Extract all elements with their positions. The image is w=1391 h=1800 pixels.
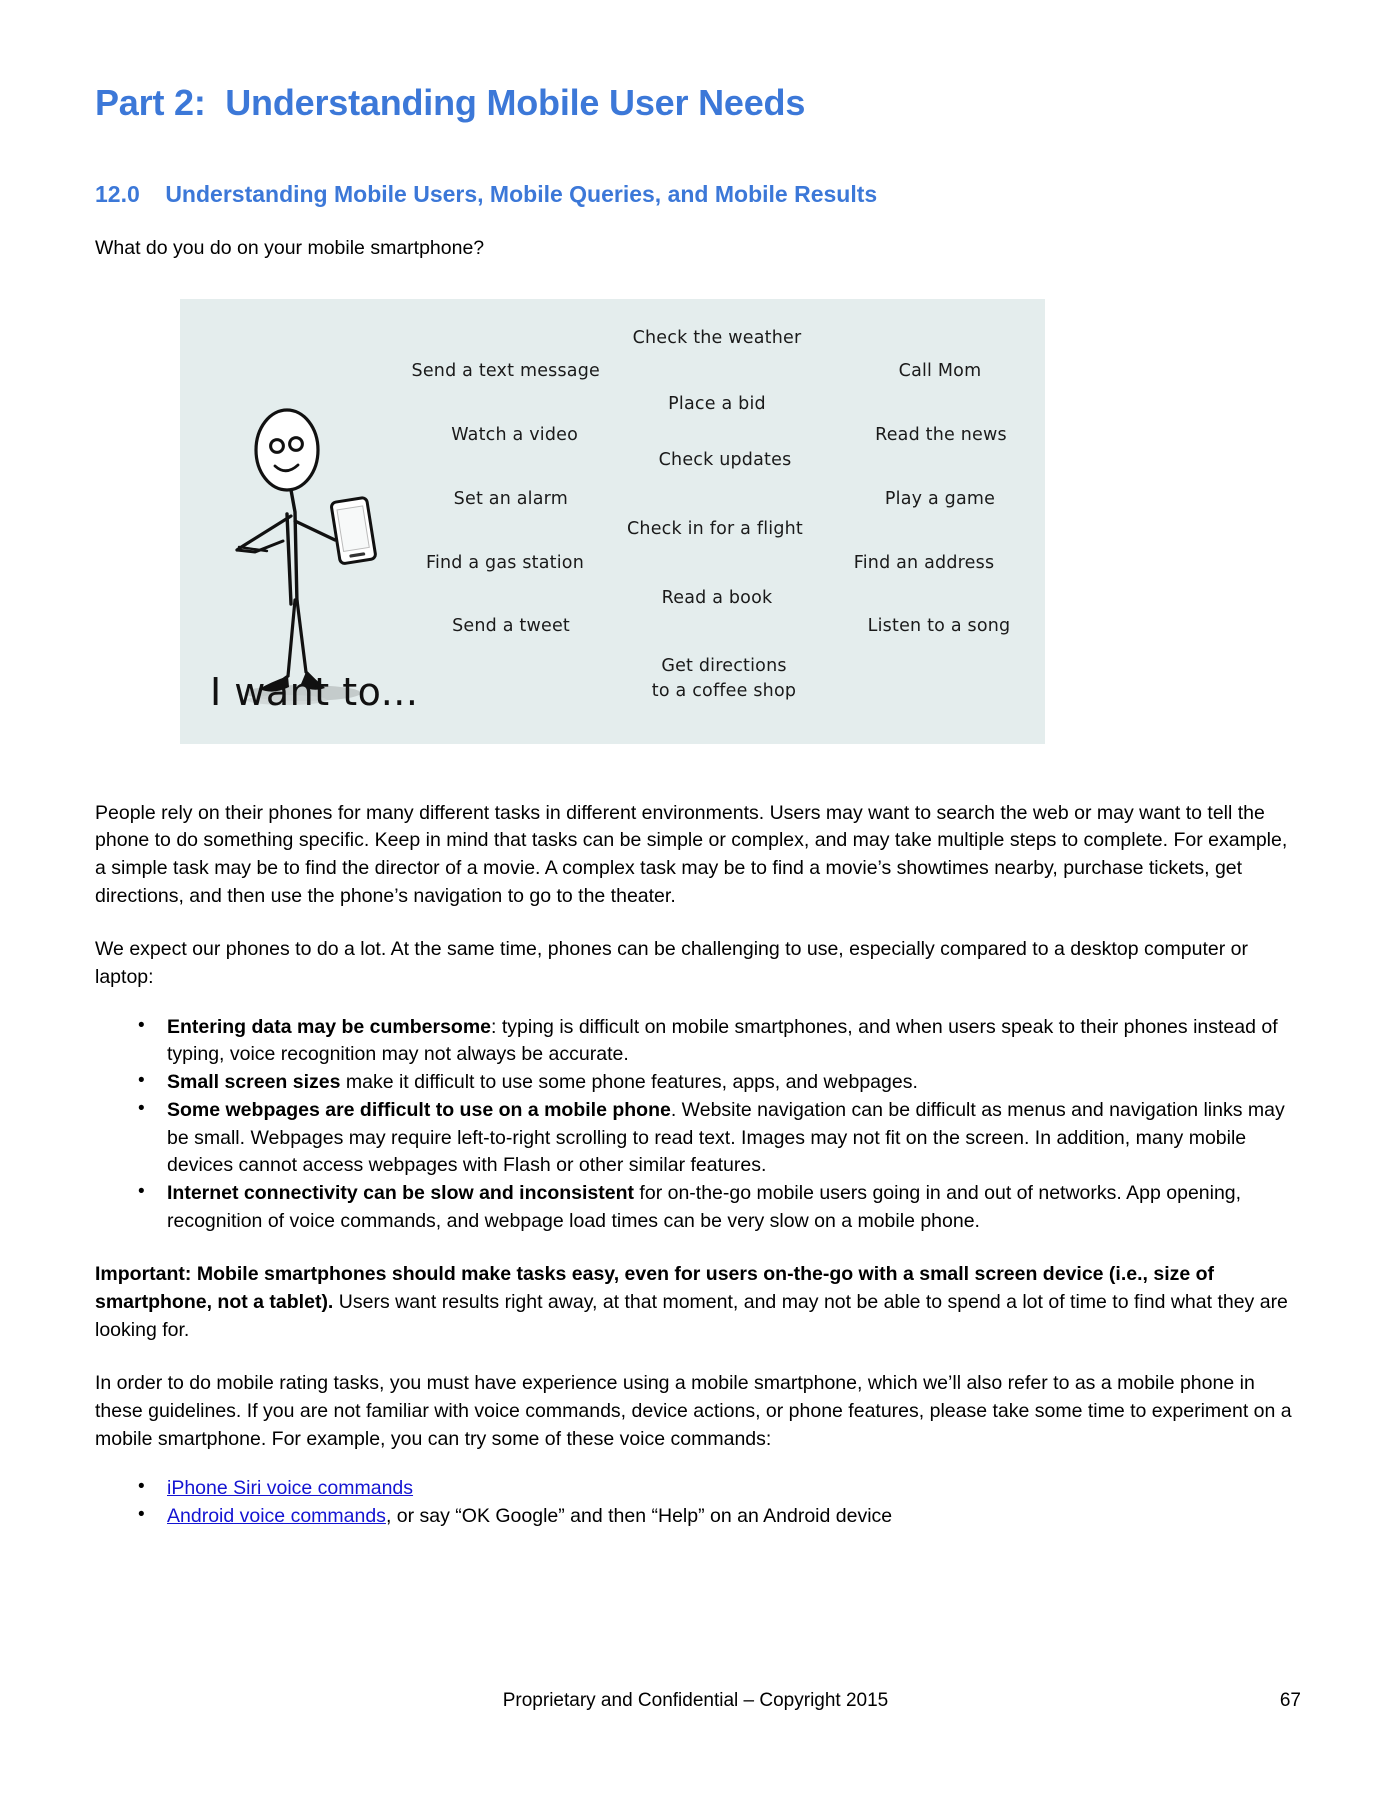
figure-label-center-5: Get directions	[661, 655, 787, 676]
list-item	[95, 1069, 1300, 1097]
stick-figure-illustration	[225, 404, 400, 709]
voice-command-links-list	[95, 1475, 1300, 1530]
paragraph-phone-challenges-intro: We expect our phones to do a lot. At the same time, phones can be challenging to use, especially compared to a desktop computer or laptop:	[95, 938, 1248, 989]
list-item	[95, 1180, 1300, 1235]
important-note-rest: Users want results right away, at that moment, and may not be able to spend a lot of time to find what they are looking for.	[95, 1290, 1288, 1341]
footer-copyright: Proprietary and Confidential – Copyright 2015	[502, 1690, 889, 1711]
figure-label-center-2: Check updates	[658, 449, 792, 470]
challenge-rest-2: . Website navigation can be difficult as menus and navigation links may be small. Webpages may require left-to-right scrolling to read text. Images may not fit on the screen. In addition, many mobile devices cannot access webpages with Flash or other similar features.	[167, 1098, 1285, 1177]
figure-label-center-1: Place a bid	[668, 393, 766, 414]
challenge-bold-0: Entering data may be cumbersome	[167, 1015, 492, 1038]
challenge-bold-3: Internet connectivity can be slow and inconsistent	[167, 1181, 635, 1204]
challenge-bold-1: Small screen sizes	[167, 1071, 341, 1094]
link-iphone-siri-voice-commands[interactable]: iPhone Siri voice commands	[167, 1477, 414, 1500]
link-android-voice-commands[interactable]: Android voice commands	[167, 1505, 386, 1528]
figure-label-right-2: Play a game	[884, 488, 996, 509]
figure-label-right-0: Call Mom	[898, 360, 982, 381]
list-item	[95, 1475, 1300, 1503]
challenge-rest-1: make it difficult to use some phone features, apps, and webpages.	[340, 1071, 918, 1094]
figure-container	[180, 299, 1300, 744]
figure-label-right-4: Listen to a song	[867, 615, 1011, 636]
challenge-rest-0: : typing is difficult on mobile smartphones, and when users speak to their phones instead of typing, voice recognition may not always be accurate.	[167, 1015, 1278, 1066]
intro-question: What do you do on your mobile smartphone?	[95, 236, 485, 259]
footer-page-number: 67	[1279, 1690, 1301, 1711]
list-item	[95, 1014, 1300, 1069]
figure-label-left-1: Watch a video	[451, 424, 578, 445]
list-item	[95, 1097, 1300, 1180]
figure-label-center-4: Read a book	[661, 587, 773, 608]
important-note	[95, 1261, 1300, 1344]
important-note-bold: Important: Mobile smartphones should make tasks easy, even for users on-the-go with a small screen device (i.e., size of smartphone, not a tablet).	[95, 1263, 1215, 1313]
page-content	[95, 0, 1300, 1531]
figure-label-left-0: Send a text message	[411, 360, 600, 381]
challenges-list	[95, 1014, 1300, 1236]
link-trailing-text-1: , or say “OK Google” and then “Help” on an Android device	[385, 1505, 893, 1528]
figure-label-center-0: Check the weather	[632, 327, 802, 348]
list-item	[95, 1503, 1300, 1531]
section-heading: 12.0 Understanding Mobile Users, Mobile Queries, and Mobile Results	[95, 181, 878, 208]
mobile-tasks-figure	[180, 299, 1045, 744]
page-title: Part 2: Understanding Mobile User Needs	[95, 82, 806, 123]
figure-caption-i-want-to: I want to...	[210, 669, 419, 714]
figure-label-left-2: Set an alarm	[453, 488, 568, 509]
page-footer	[0, 1690, 1391, 1730]
challenge-rest-3: for on-the-go mobile users going in and out of networks. App opening, recognition of voice commands, and webpage load times can be very slow on a mobile phone.	[167, 1181, 1242, 1232]
figure-label-center-3: Check in for a flight	[627, 518, 803, 539]
figure-label-right-3: Find an address	[853, 552, 995, 573]
figure-label-left-4: Send a tweet	[452, 615, 570, 636]
figure-label-left-3: Find a gas station	[425, 552, 584, 573]
paragraph-voice-commands-intro: In order to do mobile rating tasks, you must have experience using a mobile smartphone, which we’ll also refer to as a mobile phone in these guidelines. If you are not familiar with voice commands, device actions, or phone features, please take some time to experiment on a mobile smartphone. For example, you can try some of these voice commands:	[95, 1372, 1292, 1450]
figure-label-right-1: Read the news	[875, 424, 1007, 445]
paragraph-tasks-environments: People rely on their phones for many different tasks in different environments. Users may want to search the web or may want to tell the phone to do something specific. Keep in mind that tasks can be simple or complex, and may take multiple steps to complete. For example, a simple task may be to find the director of a movie. A complex task may be to find a movie’s showtimes nearby, purchase tickets, get directions, and then use the phone’s navigation to go to the theater.	[95, 801, 1288, 907]
figure-label-center-6: to a coffee shop	[651, 680, 797, 701]
challenge-bold-2: Some webpages are difficult to use on a mobile phone	[167, 1098, 671, 1121]
